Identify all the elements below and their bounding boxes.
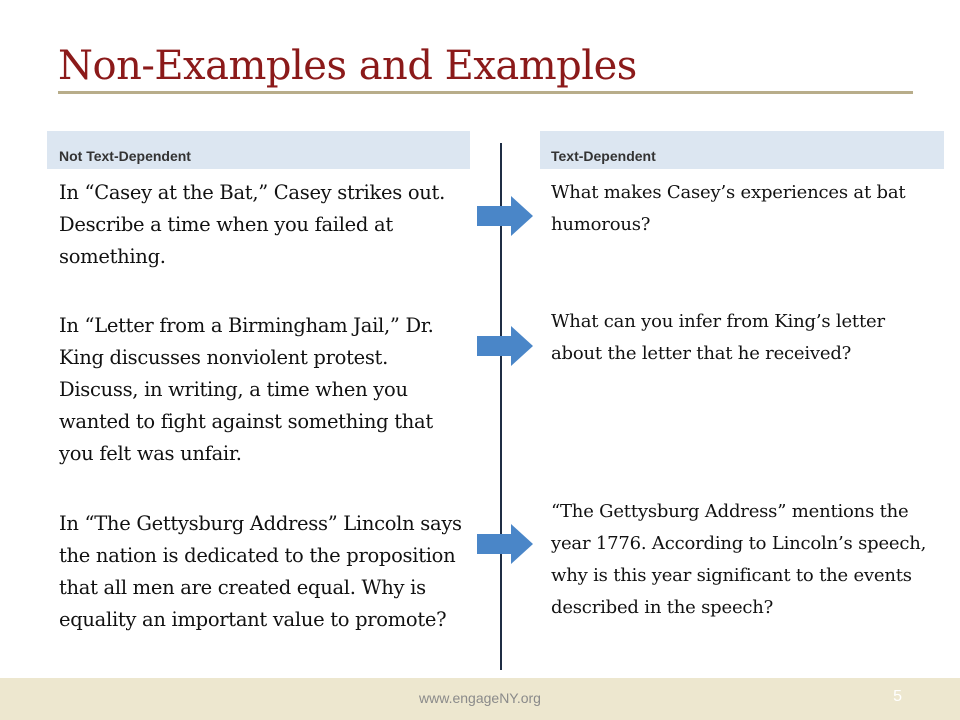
not-text-dependent-header-label: Not Text-Dependent	[59, 148, 191, 164]
right-arrow-icon	[477, 524, 533, 564]
page-number: 5	[893, 688, 902, 705]
right-arrow-icon	[477, 326, 533, 366]
footer-bar	[0, 678, 960, 720]
text-dependent-header	[540, 131, 944, 169]
example-lincoln: “The Gettysburg Address” mentions the year 1776. According to Lincoln’s speech, why is this year significant to the events described in the speech?	[551, 501, 927, 618]
text-dependent-header-label: Text-Dependent	[551, 148, 656, 164]
example-casey: What makes Casey’s experiences at bat humorous?	[551, 182, 906, 235]
non-example-casey: In “Casey at the Bat,” Casey strikes out. Describe a time when you failed at something.	[59, 181, 445, 268]
title-underline	[58, 91, 913, 94]
non-example-lincoln: In “The Gettysburg Address” Lincoln says the nation is dedicated to the proposition that all men are created equal. Why is equality an important value to promote?	[59, 512, 462, 631]
right-arrow-icon	[477, 196, 533, 236]
example-king: What can you infer from King’s letter about the letter that he received?	[551, 311, 885, 364]
non-example-king: In “Letter from a Birmingham Jail,” Dr. King discusses nonviolent protest. Discuss, in writing, a time when you wanted to fight against something that you felt was unfair.	[59, 314, 434, 465]
not-text-dependent-header	[47, 131, 470, 169]
slide-title: Non-Examples and Examples	[58, 43, 637, 89]
footer-url: www.engageNY.org	[419, 690, 541, 706]
